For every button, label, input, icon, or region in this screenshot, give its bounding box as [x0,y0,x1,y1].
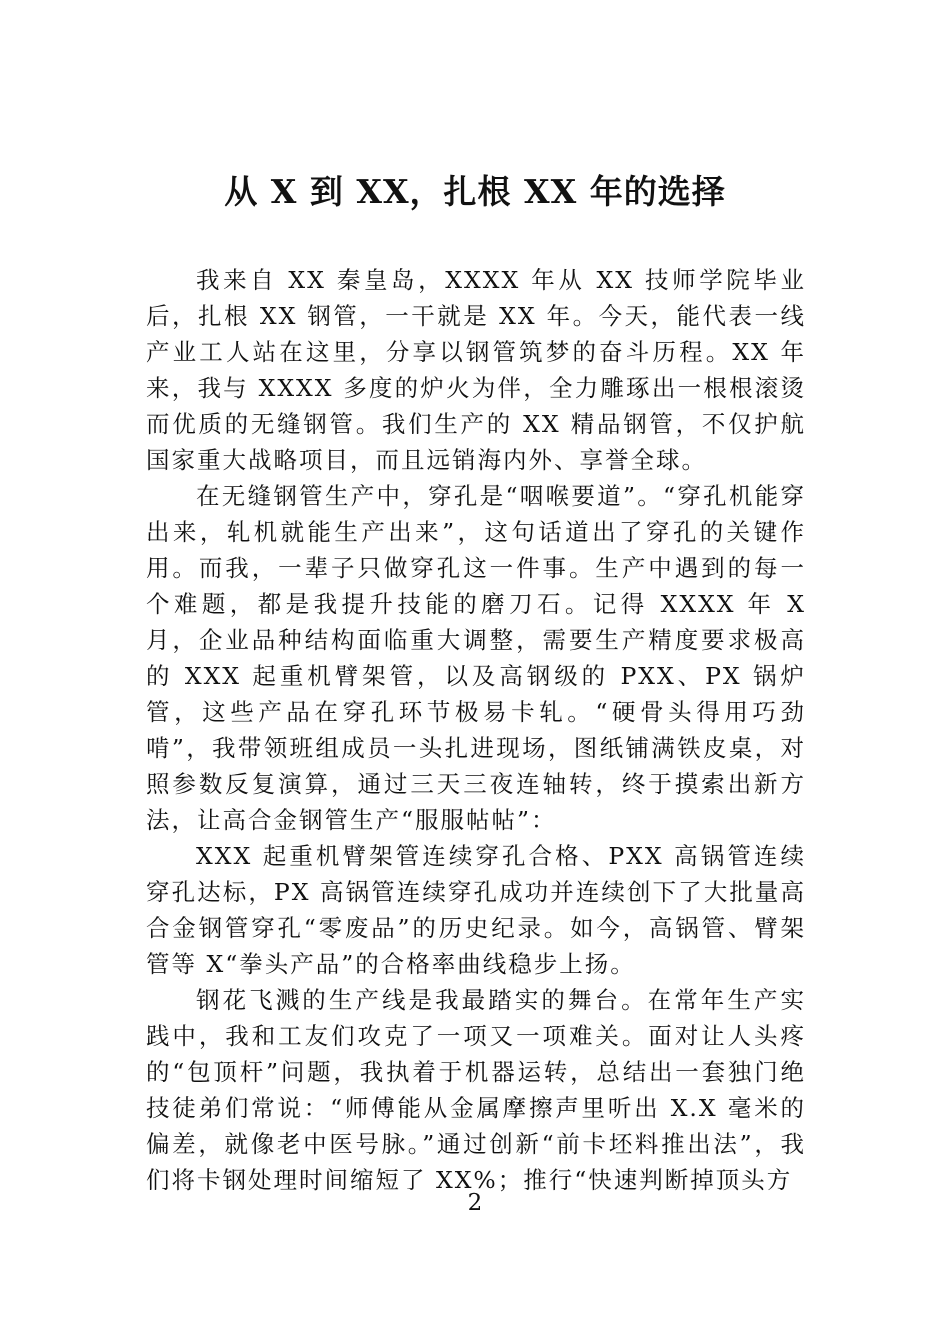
paragraph-4: 钢花飞溅的生产线是我最踏实的舞台。在常年生产实践中，我和工友们攻克了一项又一项难关。面对让人头疼的“包顶杆”问题，我执着于机器运转，总结出一套独门绝技徒弟们常说：“师傅能从金属摩擦声里听出 X.X 毫米的偏差，就像老中医号脉。”通过创新“前卡坯料推出法”，我们将卡钢处理时间缩短了 XX%；推行“快速判断掉顶头方 [146,986,806,1194]
document-title: 从 X 到 XX，扎根 XX 年的选择 [224,172,726,211]
paragraph-3: XXX 起重机臂架管连续穿孔合格、PXX 高锅管连续穿孔达标，PX 高锅管连续穿孔成功并连续创下了大批量高合金钢管穿孔“零废品”的历史纪录。如今，高锅管、臂架管等 X“拳头产品”的合格率曲线稳步上扬。 [146,842,806,978]
paragraph-2: 在无缝钢管生产中，穿孔是“咽喉要道”。“穿孔机能穿出来，轧机就能生产出来”，这句话道出了穿孔的关键作用。而我，一辈子只做穿孔这一件事。生产中遇到的每一个难题，都是我提升技能的磨刀石。记得 XXXX 年 X 月，企业品种结构面临重大调整，需要生产精度要求极高的 XXX 起重机臂架管，以及高钢级的 PXX、PX 锅炉管，这些产品在穿孔环节极易卡轧。“硬骨头得用巧劲啃”，我带领班组成员一头扎进现场，图纸铺满铁皮桌，对照参数反复演算，通过三天三夜连轴转，终于摸索出新方法，让高合金钢管生产“服服帖帖”： [146,482,806,834]
paragraph-1: 我来自 XX 秦皇岛，XXXX 年从 XX 技师学院毕业后，扎根 XX 钢管，一干就是 XX 年。今天，能代表一线产业工人站在这里，分享以钢管筑梦的奋斗历程。XX 年来，我与 XXXX 多度的炉火为伴，全力雕琢出一根根滚烫而优质的无缝钢管。我们生产的 XX 精品钢管，不仅护航国家重大战略项目，而且远销海内外、享誉全球。 [146,266,806,474]
document-body [146,262,806,1198]
page-number: 2 [467,1190,483,1216]
